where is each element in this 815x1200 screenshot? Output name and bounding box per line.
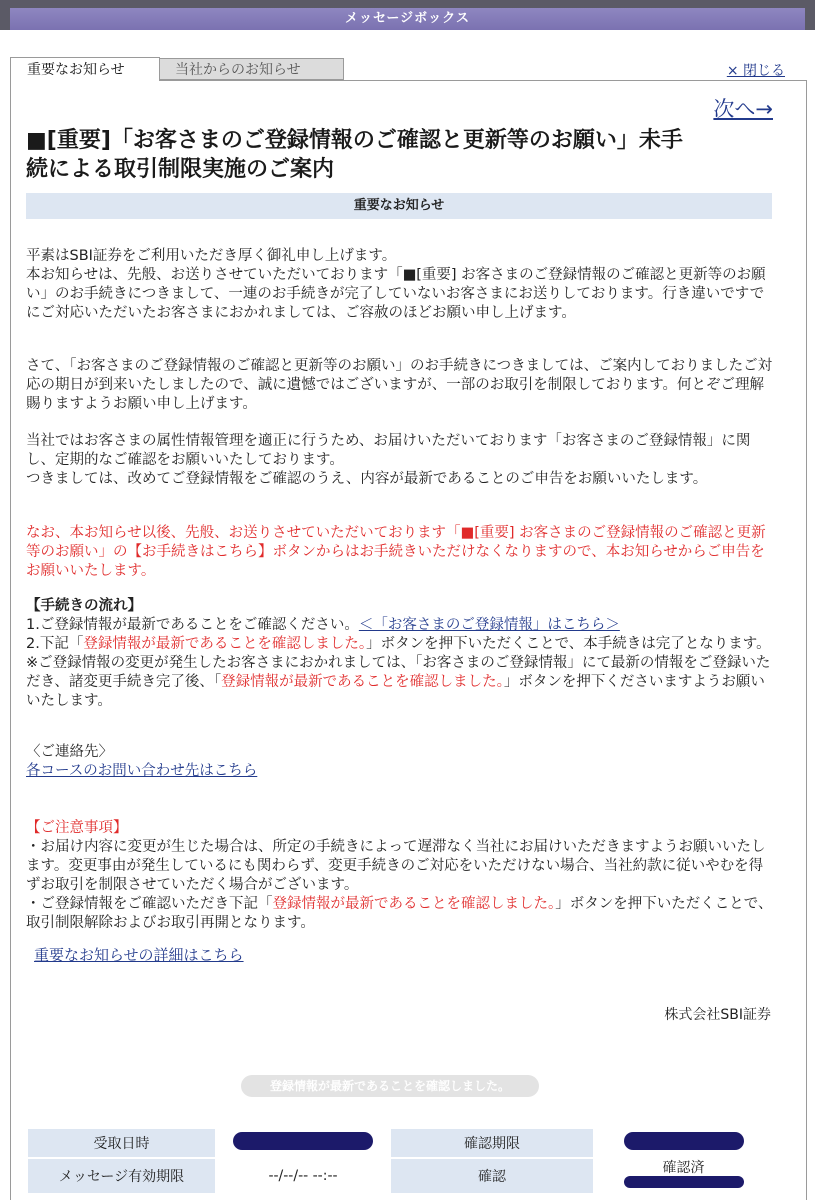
window-title-bar [0, 8, 815, 30]
deadline-label: 確認期限 [391, 1129, 593, 1157]
redacted-deadline [624, 1132, 744, 1150]
tab-company-notices-label: 当社からのお知らせ [175, 62, 301, 78]
title-bar-edge-left [0, 8, 10, 30]
expiry-label: メッセージ有効期限 [28, 1159, 215, 1193]
message-meta-table [26, 1127, 774, 1195]
confirm-registration-button[interactable]: 登録情報が最新であることを確認しました。 [241, 1075, 539, 1097]
info-management-paragraph [26, 432, 774, 489]
info-management-text: 当社ではお客さまの属性情報管理を適正に行うため、お届けいただいております「お客さまのご登録情報」に関し、定期的なご確認をお願いいたしております。 [26, 433, 751, 468]
procedure-flow [26, 597, 774, 711]
page-title-line1: ■[重要]「お客さまのご登録情報のご確認と更新等のお願い」未手 [26, 128, 683, 153]
contact-link[interactable]: 各コースのお問い合わせ先はこちら [26, 763, 258, 779]
intro-greeting: 平素はSBI証券をご利用いただき厚く御礼申し上げます。 [26, 248, 397, 264]
note-prefix: ※ご登録情報の変更が発生したお客さまにおかれましては、「お客さまのご登録情報」にて最新の情報をご登録いただき、諸変更手続き完了後、「 [26, 655, 771, 690]
confirm-status [595, 1159, 772, 1193]
top-strip [0, 0, 815, 8]
intro-text: 本お知らせは、先般、お送りさせていただいております「■[重要] お客さまのご登録情報のご確認と更新等のお願い」のお手続きにつきまして、一連のお手続きが完了していないお客さまにお送りしております。行き違いですでにご対応いただいたお客さまにおかれましては、ご容赦のほどお願い申し上げます。 [26, 267, 766, 321]
tab-important-notices-label: 重要なお知らせ [27, 62, 125, 78]
section-header: 重要なお知らせ [26, 193, 772, 219]
company-name: 株式会社SBI証券 [664, 1007, 771, 1023]
caution-item-2-red: 登録情報が最新であることを確認しました。 [272, 896, 556, 912]
table-row [28, 1159, 772, 1193]
caution-heading: 【ご注意事項】 [26, 820, 128, 836]
expiry-value: --/--/-- --:-- [217, 1159, 389, 1193]
step2-red-text: 登録情報が最新であることを確認しました。 [83, 636, 367, 652]
title-bar-edge-right [805, 8, 815, 30]
window-title: メッセージボックス [344, 11, 471, 26]
caution-item-1: ・お届け内容に変更が生じた場合は、所定の手続きによって遅滞なく当社にお届けいただきますようお願いいたします。変更事由が発生しているにも関わらず、変更手続きのご対応をいただけない場合、当社約款に従いやむを得ずお取引を制限させていただく場合がございます。 [26, 839, 766, 893]
contact-section [26, 743, 774, 781]
red-notice: なお、本お知らせ以後、先般、お送りさせていただいております「■[重要] お客さまのご登録情報のご確認と更新等のお願い」の【お手続きはこちら】ボタンからはお手続きいただけなくなりますので、本お知らせからご申告をお願いいたします。 [26, 525, 766, 579]
page-title [26, 126, 786, 184]
caution-section [26, 819, 774, 933]
declaration-request-text: つきましては、改めてご登録情報をご確認のうえ、内容が最新であることのご申告をお願いいたします。 [26, 471, 708, 487]
deadline-value [595, 1129, 772, 1157]
redacted-received-date [233, 1132, 373, 1150]
details-link-wrap [34, 946, 782, 965]
tab-important-notices[interactable] [10, 57, 160, 81]
page-title-line2: 続による取引制限実施のご案内 [26, 157, 335, 182]
registration-info-link[interactable]: ＜「お客さまのご登録情報」はこちら＞ [358, 617, 620, 633]
tab-company-notices[interactable] [158, 58, 344, 80]
step2-suffix: 」ボタンを押下いただくことで、本手続きは完了となります。 [366, 636, 771, 652]
next-link[interactable]: 次へ→ [713, 97, 773, 121]
deadline-paragraph: さて、「お客さまのご登録情報のご確認と更新等のお願い」のお手続きにつきましては、ご案内しておりましたご対応の期日が到来いたしましたので、誠に遺憾ではございますが、一部のお取引を制限しております。何とぞご理解賜りますようお願い申し上げます。 [26, 358, 773, 412]
note-suffix: 」ボタンを押下くださいますようお願いいたします。 [26, 674, 765, 709]
note-red-text: 登録情報が最新であることを確認しました。 [221, 674, 504, 690]
confirm-status-text: 確認済 [662, 1160, 705, 1176]
intro-paragraph [26, 247, 774, 323]
close-link[interactable]: × 閉じる [726, 63, 785, 79]
redacted-confirm-date [624, 1176, 744, 1188]
table-row [28, 1129, 772, 1157]
caution-item-2-suffix: 」ボタンを押下いただくことで、取引制限解除およびお取引再開となります。 [26, 896, 773, 931]
flow-heading: 【手続きの流れ】 [26, 598, 142, 614]
caution-item-2-prefix: ・ご登録情報をご確認いただき下記「 [26, 896, 273, 912]
details-link[interactable]: 重要なお知らせの詳細はこちら [34, 946, 244, 964]
contact-heading: 〈ご連絡先〉 [26, 744, 113, 760]
received-value [217, 1129, 389, 1157]
step2-prefix: 2.下記「 [26, 636, 84, 652]
confirm-label: 確認 [391, 1159, 593, 1193]
received-label: 受取日時 [28, 1129, 215, 1157]
step1-text: 1.ご登録情報が最新であることをご確認ください。 [26, 617, 359, 633]
